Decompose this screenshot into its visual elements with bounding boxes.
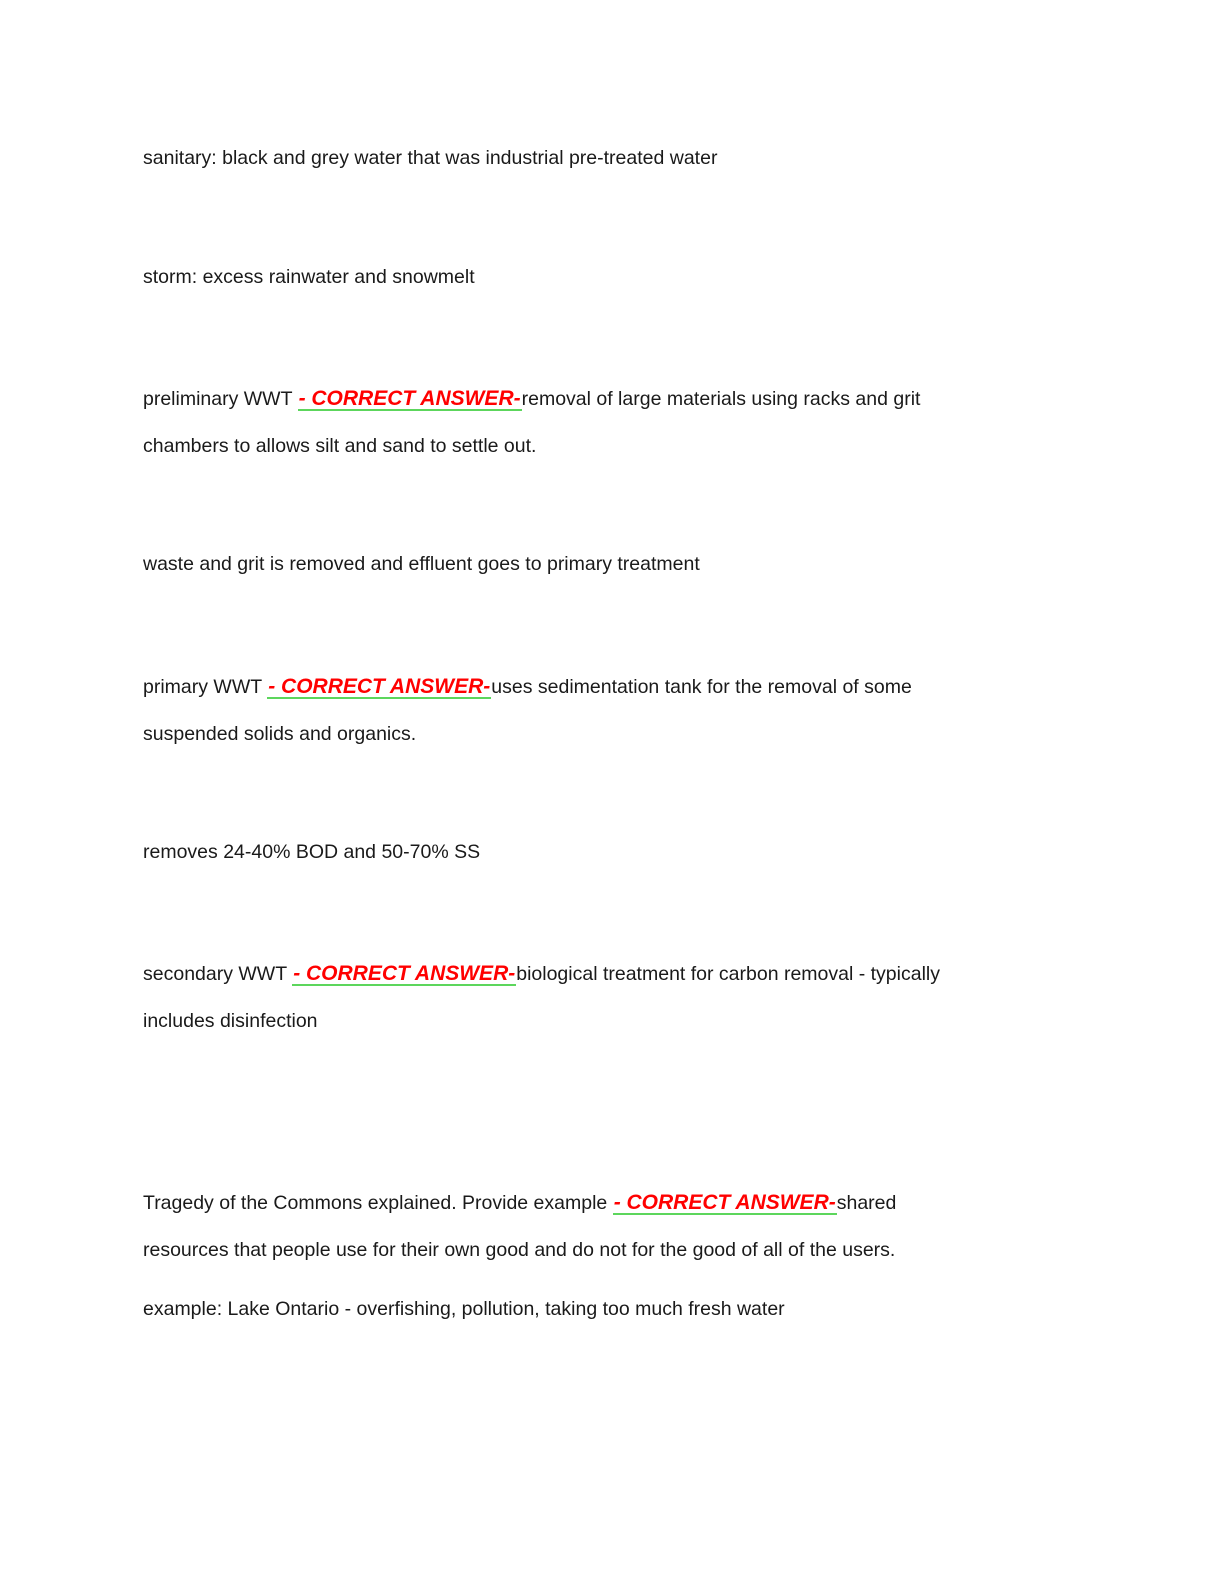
secondary-question: secondary WWT [143,963,293,985]
preliminary-answer-line1: removal of large materials using racks and grit [521,388,921,410]
secondary-answer-line1: biological treatment for carbon removal - typically [516,963,940,985]
primary-question-line [143,675,912,699]
primary-question: primary WWT [143,676,268,698]
tragedy-example: example: Lake Ontario - overfishing, pollution, taking too much fresh water [143,1298,785,1320]
correct-answer-marker: - CORRECT ANSWER- [298,387,521,410]
tragedy-question: Tragedy of the Commons explained. Provide example [143,1192,613,1214]
secondary-question-line [143,962,940,986]
preliminary-answer-line2: chambers to allows silt and sand to settle out. [143,435,537,457]
correct-answer-marker: - CORRECT ANSWER- [293,962,516,985]
preliminary-question: preliminary WWT [143,388,298,410]
preliminary-question-line [143,387,920,411]
tragedy-answer-line2: resources that people use for their own good and do not for the good of all of the users. [143,1239,896,1261]
preliminary-note: waste and grit is removed and effluent goes to primary treatment [143,553,700,575]
primary-note: removes 24-40% BOD and 50-70% SS [143,841,481,863]
secondary-answer-line2: includes disinfection [143,1010,318,1032]
correct-answer-marker: - CORRECT ANSWER- [268,675,491,698]
tragedy-answer-line1: shared [836,1192,897,1214]
storm-definition: storm: excess rainwater and snowmelt [143,266,475,288]
correct-answer-marker: - CORRECT ANSWER- [613,1191,836,1214]
primary-answer-line2: suspended solids and organics. [143,723,417,745]
primary-answer-line1: uses sedimentation tank for the removal of some [491,676,912,698]
tragedy-question-line [143,1191,896,1215]
sanitary-definition: sanitary: black and grey water that was industrial pre-treated water [143,147,718,169]
